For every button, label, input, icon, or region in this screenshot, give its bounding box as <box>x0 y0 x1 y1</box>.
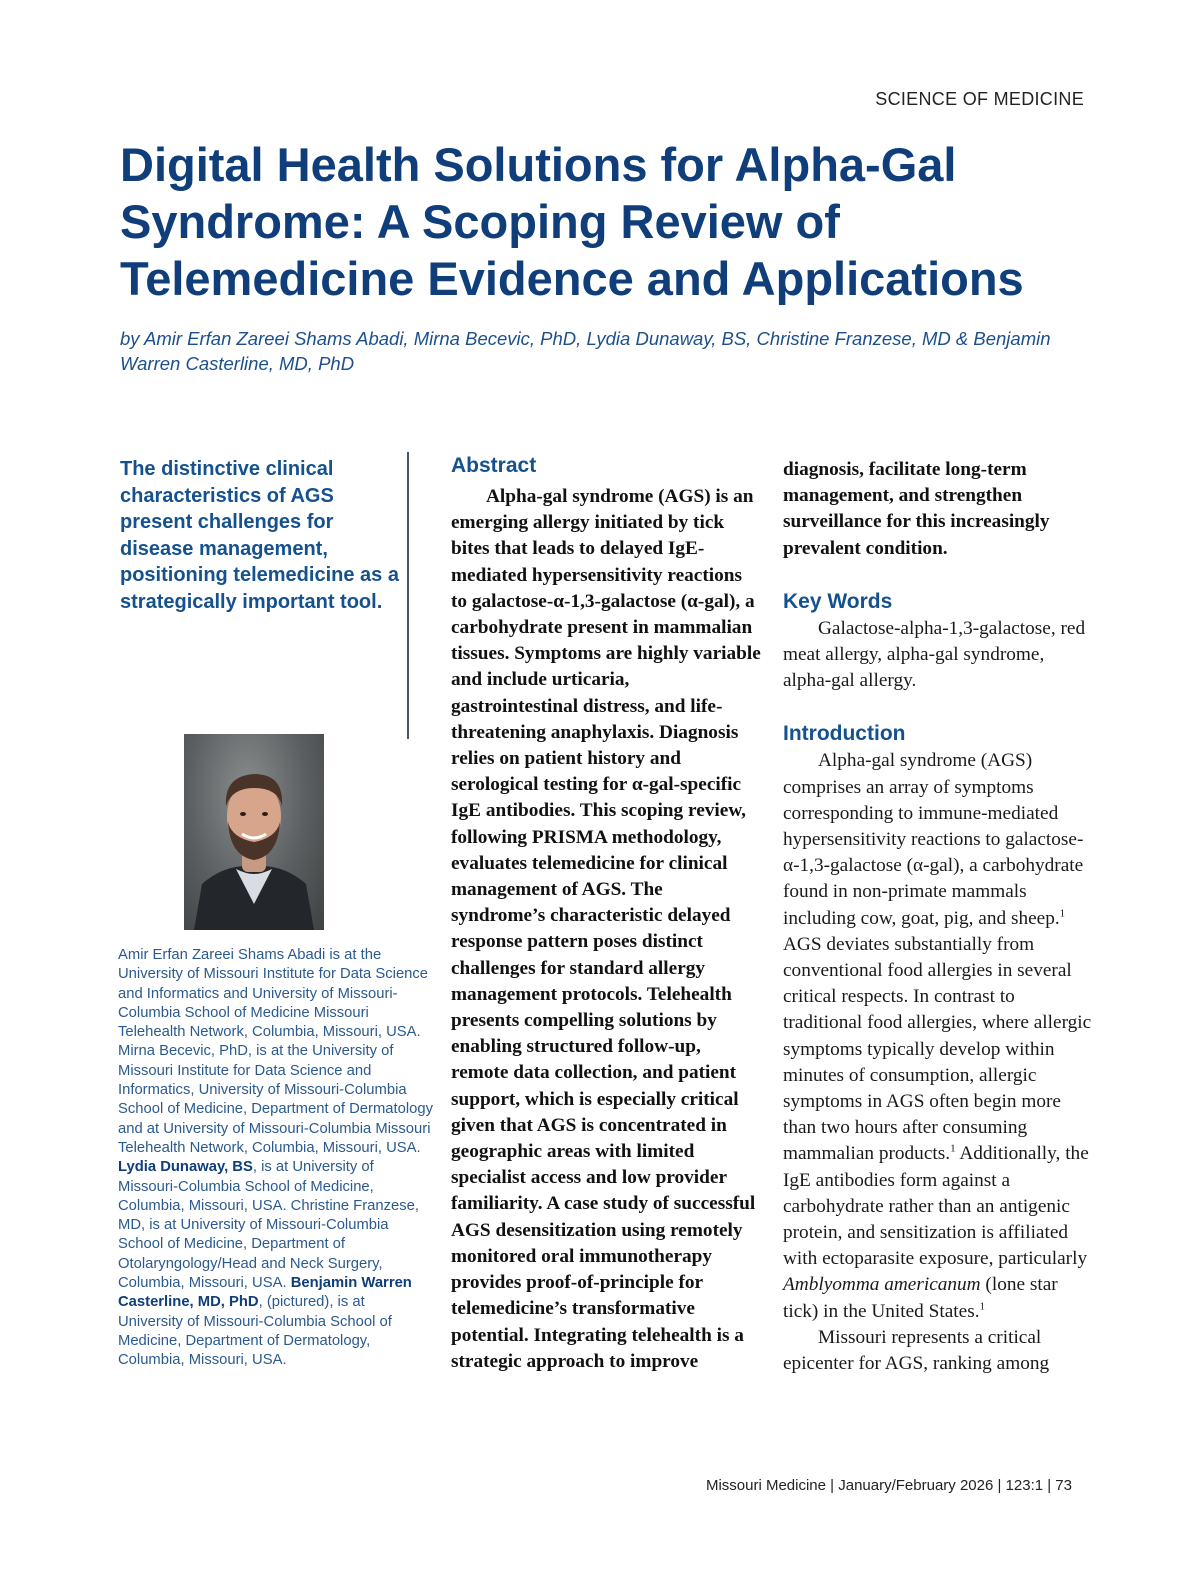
article-title: Digital Health Solutions for Alpha-Gal Syndrome: A Scoping Review of Telemedicine Evidence and Applications <box>120 138 1024 305</box>
bio-text-1: Amir Erfan Zareei Shams Abadi is at the University of Missouri Institute for Data Science and Informatics and University of Missouri-Columbia School of Medicine Missouri Telehealth Network, Columbia, Missouri, USA. Mirna Becevic, PhD, is at the University of Missouri Institute for Data Science and Informatics, University of Missouri-Columbia School of Medicine, Department of Dermatology and at University of Missouri-Columbia Missouri Telehealth Network, Columbia, Missouri, USA. <box>118 947 433 1156</box>
species-name: Amblyomma americanum <box>783 1274 981 1296</box>
section-label: SCIENCE OF MEDICINE <box>875 89 1084 109</box>
author-photo <box>184 734 324 930</box>
introduction-heading: Introduction <box>783 722 906 746</box>
intro-text-d: (lone star tick) in the United States. <box>783 1274 1058 1322</box>
pull-quote: The distinctive clinical characteristics of AGS present challenges for disease management, positioning telemedicine as a strategically important tool. <box>120 458 399 613</box>
intro-text-c: Additionally, the IgE antibodies form against a carbohydrate rather than an antigenic protein, and sensitization is affiliated with ectoparasite exposure, particularly <box>783 1143 1089 1270</box>
intro-text-a: Alpha-gal syndrome (AGS) comprises an array of symptoms corresponding to immune-mediated hypersensitivity reactions to galactose-α-1,3-galactose (α-gal), a carbohydrate found in non-primate mammals including cow, goat, pig, and sheep. <box>783 750 1084 929</box>
keywords-text: Galactose-alpha-1,3-galactose, red meat allergy, alpha-gal syndrome, alpha-gal allergy. <box>783 617 1086 692</box>
reference-1: 1 <box>950 1143 956 1156</box>
bio-name-dunaway: Lydia Dunaway, BS <box>118 1159 253 1176</box>
author-bio <box>118 946 433 1371</box>
keywords-heading: Key Words <box>783 589 893 613</box>
abstract-heading: Abstract <box>451 454 537 477</box>
intro-text-b: AGS deviates substantially from conventional food allergies in several critical respects. In contrast to traditional food allergies, where allergic symptoms typically develop within minutes of consumption, allergic symptoms in AGS often begin more than two hours after consuming mammalian products. <box>783 933 1092 1165</box>
byline: by Amir Erfan Zareei Shams Abadi, Mirna Becevic, PhD, Lydia Dunaway, BS, Christine Franzese, MD & Benjamin Warren Casterline, MD, PhD <box>120 328 1051 374</box>
reference-1: 1 <box>979 1300 986 1313</box>
page-footer: Missouri Medicine | January/February 2026 | 123:1 | 73 <box>705 1477 1072 1494</box>
introduction-paragraph-2: Missouri represents a critical epicenter for AGS, ranking among <box>783 1326 1050 1375</box>
right-column <box>783 452 1093 1377</box>
reference-1: 1 <box>1059 907 1066 920</box>
abstract-continuation: diagnosis, facilitate long-term management, and strengthen surveillance for this increasingly prevalent condition. <box>783 459 1050 559</box>
abstract-body: Alpha-gal syndrome (AGS) is an emerging allergy initiated by tick bites that leads to delayed IgE-mediated hypersensitivity reactions to galactose-α-1,3-galactose (α-gal), a carbohydrate present in mammalian tissues. Symptoms are highly variable and include urticaria, gastrointestinal distress, and life-threatening anaphylaxis. Diagnosis relies on patient history and serological testing for α-gal-specific IgE antibodies. This scoping review, following PRISMA methodology, evaluates telemedicine for clinical management of AGS. The syndrome’s characteristic delayed response pattern poses distinct challenges for standard allergy management protocols. Telehealth presents compelling solutions by enabling structured follow-up, remote data collection, and patient support, which is especially critical given that AGS is concentrated in geographic areas with limited specialist access and low provider familiarity. A case study of successful AGS desensitization using remotely monitored oral immunotherapy provides proof-of-principle for telemedicine’s transformative potential. Integrating telehealth is a strategic approach to improve <box>451 486 761 1372</box>
vertical-divider <box>407 452 409 739</box>
introduction-paragraph-1 <box>783 748 1093 1324</box>
bio-text-3: , (pictured), is at University of Missouri-Columbia School of Medicine, Department of Dermatology, Columbia, Missouri, USA. <box>118 1294 392 1369</box>
bio-name-casterline: Benjamin Warren Casterline, MD, PhD <box>118 1275 412 1311</box>
abstract-column <box>451 452 761 1375</box>
author-portrait-icon <box>184 734 324 930</box>
bio-text-2: , is at University of Missouri-Columbia School of Medicine, Columbia, Missouri, USA. Christine Franzese, MD, is at University of Missouri-Columbia School of Medicine, Department of Otolaryngology/Head and Neck Surgery, Columbia, Missouri, USA. <box>118 1159 419 1292</box>
